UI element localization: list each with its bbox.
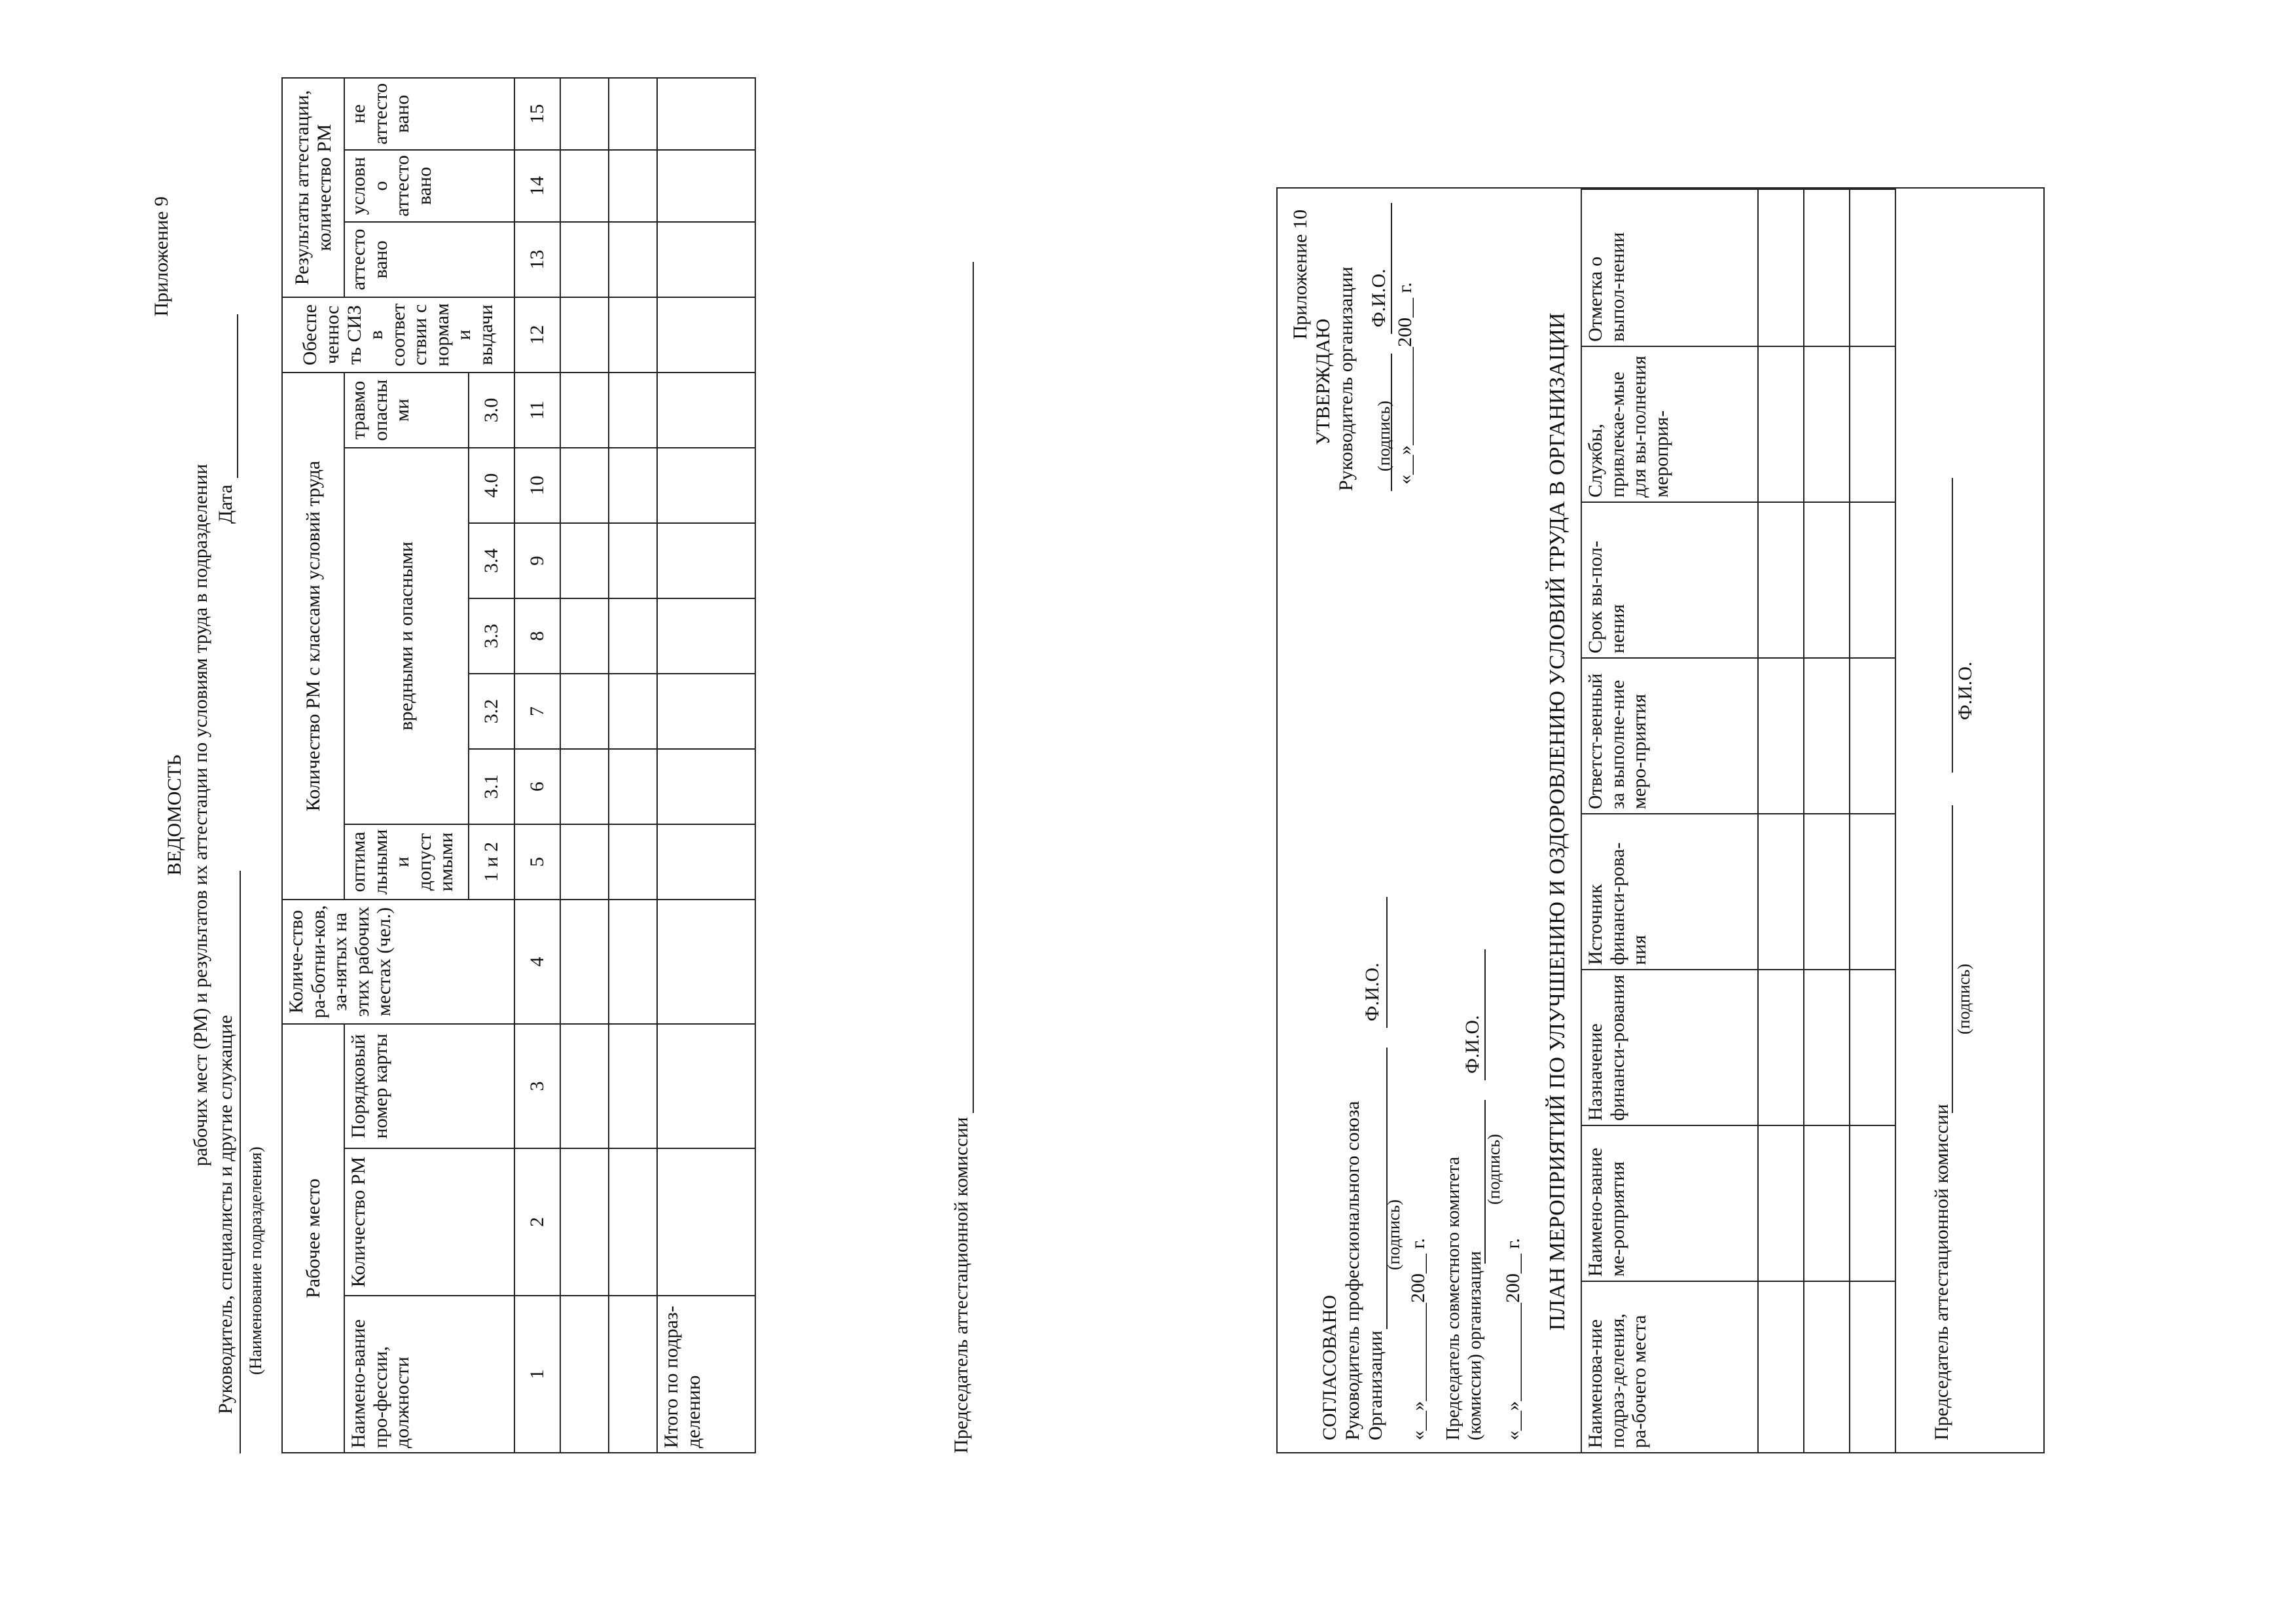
header-classes: Количество РМ с классами условий труда [282,373,344,900]
committee-label-1: Председатель совместного комитета [1443,1156,1463,1440]
org-label: Организации [1365,1330,1386,1440]
plan-col-activity: Наимено-вание ме-роприятия [1581,1125,1758,1281]
table-row [1804,189,1850,1453]
column-number: 11 [514,373,560,448]
column-number: 14 [514,150,560,222]
appendix-10-label: Приложение 10 [1289,210,1311,340]
plan-col-unit: Наименова-ние подраз-деления, ра-бочего места [1581,1281,1758,1453]
approve-label: УТВЕРЖДАЮ [1312,318,1334,445]
total-row-label: Итого по подраз-делению [657,1296,755,1453]
union-fio: Ф.И.О. [1361,962,1383,1021]
table-row [609,78,657,1453]
date-underline [237,314,238,478]
header-profession: Наимено-вание про-фессии, должности [344,1296,514,1453]
header-count-rm: Количество РМ [344,1148,514,1296]
statement-subtitle-1: рабочих мест (РМ) и результатов их аттестации по условиям труда в подразделении [190,464,211,1167]
statement-subtitle-2: Руководитель, специалисты и другие служащие [215,1015,236,1414]
agreed-date: «__»__________200__ г. [1407,1238,1429,1440]
header-results: Результаты аттестации, количество РМ [282,78,344,297]
class-code: 3.4 [469,523,514,598]
column-number: 15 [514,78,560,150]
plan-title: ПЛАН МЕРОПРИЯТИЙ ПО УЛУЧШЕНИЮ И ОЗДОРОВЛЕНИЮ УСЛОВИЙ ТРУДА В ОРГАНИЗАЦИИ [1545,312,1570,1331]
header-workers: Количе-ство ра-ботни-ков, за-нятых на этих рабочих местах (чел.) [282,900,514,1024]
header-conditional: условно аттестовано [344,150,514,222]
union-fio-line [1386,897,1388,1028]
class-code: 3.2 [469,674,514,749]
column-number: 9 [514,523,560,598]
appendix-9-page [151,83,1001,1453]
approve-signature-caption: (подпись) [1374,401,1393,471]
unit-caption: (Наименование подразделения) [246,1146,265,1375]
committee-signature-caption: (подпись) [1484,1134,1503,1205]
column-number: 7 [514,674,560,749]
table-row [1758,189,1804,1453]
plan-header-row [1581,189,1758,1453]
header-siz: Обеспеченность СИЗ в соответствии с нормами выдачи [282,297,514,373]
plan-col-source: Источник финанси-рова-ния [1581,814,1758,970]
column-number: 10 [514,448,560,523]
header-attested: аттестовано [344,222,514,297]
committee-fio: Ф.И.О. [1462,1015,1483,1074]
column-number: 2 [514,1148,560,1296]
plan-chairman-sign-line [1952,805,1953,1113]
column-number: 5 [514,824,560,900]
header-workplace: Рабочее место [282,1024,344,1453]
union-sign-line [1386,1048,1388,1329]
head-org-label: Руководитель организации [1335,266,1357,491]
column-number: 8 [514,598,560,674]
column-number: 3 [514,1024,560,1148]
class-code: 3.0 [469,373,514,448]
date-label: Дата [215,484,236,524]
approve-fio-line [1391,203,1392,334]
class-code: 1 и 2 [469,824,514,900]
class-code: 3.1 [469,749,514,824]
plan-chairman-signature: (подпись) [1954,964,1973,1034]
statement-table [281,77,756,1453]
committee-date: «__»__________200__ г. [1502,1238,1524,1440]
column-number: 6 [514,749,560,824]
plan-chairman-fio: Ф.И.О. [1954,661,1976,720]
agreed-label: СОГЛАСОВАНО [1319,1294,1340,1440]
plan-col-purpose: Назначение финанси-рования [1581,970,1758,1125]
header-not-attested: не аттестовано [344,78,514,150]
column-number: 13 [514,222,560,297]
plan-col-deadline: Срок вы-пол-нения [1581,502,1758,658]
plan-chairman-label: Председатель аттестационной комиссии [1931,1104,1952,1440]
table-row [1850,189,1895,1453]
committee-label-2: (комиссии) организации [1465,1250,1485,1440]
union-head-label: Руководитель профессионального союза [1342,1101,1363,1440]
column-number: 4 [514,900,560,1024]
header-trauma: травмоопасными [344,373,469,448]
approve-date: «__»__________200__ г. [1394,282,1416,484]
total-row [657,78,755,1453]
plan-chairman-fio-line [1952,478,1953,773]
appendix-9-label: Приложение 9 [151,196,172,317]
chairman-label: Председатель аттестационной комиссии [950,1117,972,1453]
column-number-row [514,78,560,1453]
union-signature-caption: (подпись) [1384,1199,1403,1270]
unit-underline [240,871,241,1453]
appendix-10-page [1276,177,2062,1453]
chairman-underline [973,262,974,1113]
plan-table [1581,189,1896,1453]
class-code: 3.3 [469,598,514,674]
table-row [560,78,609,1453]
column-number: 12 [514,297,560,373]
column-number: 1 [514,1296,560,1453]
committee-fio-line [1484,949,1486,1080]
plan-col-responsible: Ответст-венный за выполне-ние меро-приятия [1581,658,1758,814]
header-optimal: оптимальными и допустимыми [344,824,469,900]
header-harmful: вредными и опасными [344,448,469,824]
plan-col-services: Службы, привлекае-мые для вы-полнения мероприя- [1581,346,1758,502]
approve-fio: Ф.И.О. [1368,268,1390,327]
plan-col-mark: Отметка о выпол-нении [1581,189,1758,346]
header-card-number: Порядковый номер карты [344,1024,514,1148]
class-code: 4.0 [469,448,514,523]
statement-title: ВЕДОМОСТЬ [164,754,185,876]
